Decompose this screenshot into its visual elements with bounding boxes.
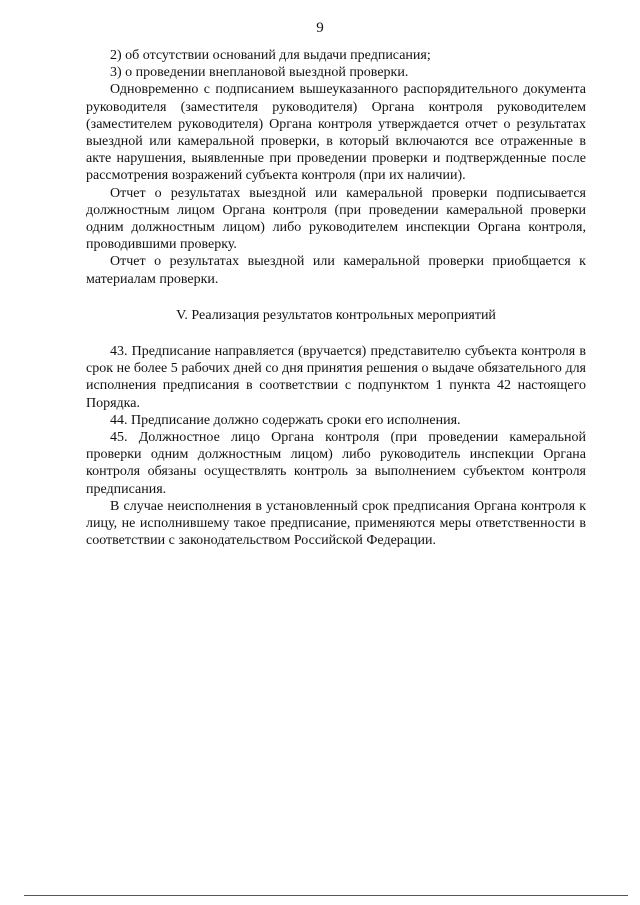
paragraph-non-compliance: В случае неисполнения в установленный срок предписания Органа контроля к лицу, не исполнившему такое предписание, применяются меры ответственности в соответствии с законодательством Российской Федерации. [86,498,586,549]
page-number: 9 [316,20,324,36]
paragraph-43: 43. Предписание направляется (вручается) представителю субъекта контроля в срок не более 5 рабочих дней со дня принятия решения о выдаче обязательного для исполнения предписания в соответствии с подпунктом 1 пункта 42 настоящего Порядка. [86,344,586,411]
paragraph-44: 44. Предписание должно содержать сроки его исполнения. [110,412,461,428]
paragraph-item-3: 3) о проведении внеплановой выездной проверки. [110,65,409,81]
paragraph-45: 45. Должностное лицо Органа контроля (при проведении камеральной проверки одним должностным лицом) либо руководитель инспекции Органа контроля обязаны осуществлять контроль за выполнением субъектом контроля предписания. [86,430,586,497]
paragraph-report-approval: Одновременно с подписанием вышеуказанного распорядительного документа руководителя (заместителя руководителя) Органа контроля руководителем (заместителем руководителя) Органа контроля утверждается отчет о результатах выездной или камеральной проверки, в который включаются все отраженные в акте нарушения, выявленные при проведении проверки и подтвержденные после рассмотрения возражений субъекта контроля (при их наличии). [86,82,586,184]
document-body [86,47,586,549]
section-heading: V. Реализация результатов контрольных мероприятий [176,307,496,323]
paragraph-report-attachment: Отчет о результатах выездной или камеральной проверки приобщается к материалам проверки. [86,254,586,287]
page-bottom-rule [24,895,628,896]
paragraph-item-2: 2) об отсутствии оснований для выдачи предписания; [110,48,431,63]
paragraph-report-signing: Отчет о результатах выездной или камеральной проверки подписывается должностным лицом Органа контроля (при проведении камеральной проверки одним должностным лицом) либо руководителем инспекции Органа контроля, проводившими проверку. [86,185,586,253]
